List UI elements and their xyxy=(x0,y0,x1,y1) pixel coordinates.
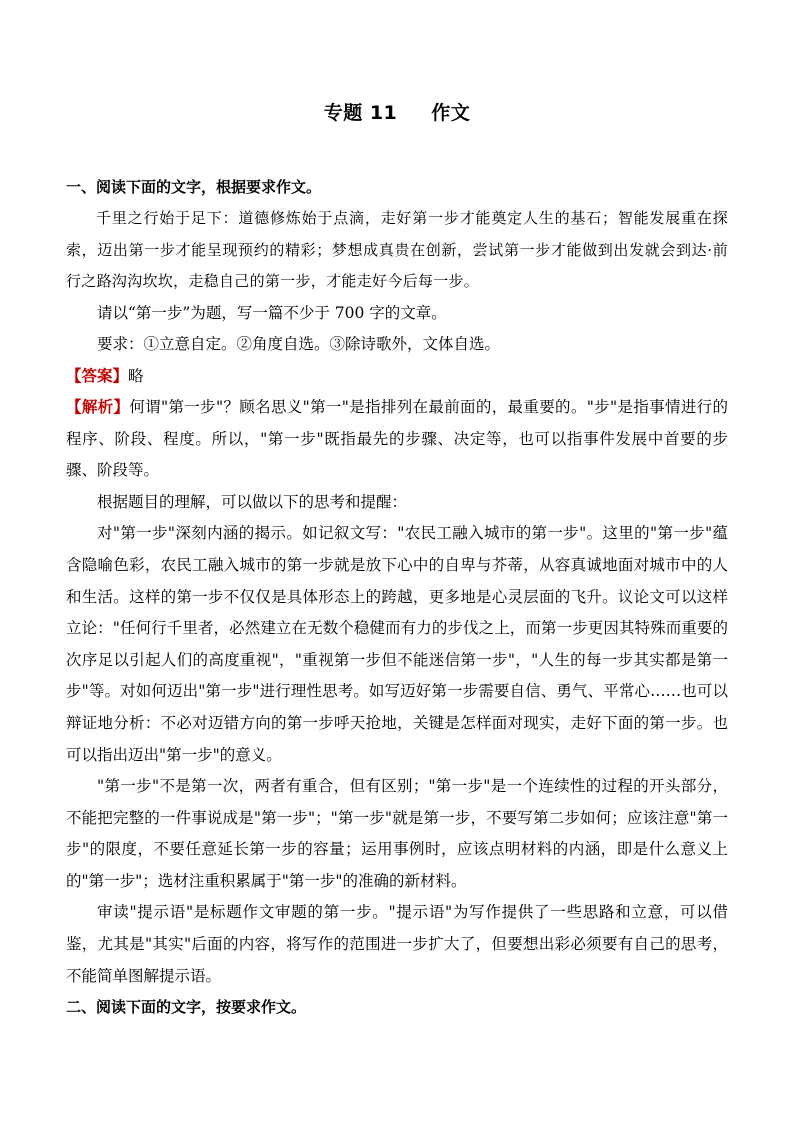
analysis-label: 【解析】 xyxy=(66,397,130,416)
analysis-text-1: 何谓"第一步"？顾名思义"第一"是指排列在最前面的，最重要的。"步"是指事情进行的程序、阶段、程度。所以，"第一步"既指最先的步骤、决定等，也可以指事件发展中首要的步骤、阶段等。 xyxy=(66,397,728,480)
analysis-paragraph-3: 对"第一步"深刻内涵的揭示。如记叙文写："农民工融入城市的第一步"。这里的"第一步"蕴含隐喻色彩，农民工融入城市的第一步就是放下心中的自卑与芥蒂，从容真诚地面对城市中的人和生活。这样的第一步不仅仅是具体形态上的跨越，更多地是心灵层面的飞升。议论文可以这样立论："任何行千里者，必然建立在无数个稳健而有力的步伐之上，而第一步更因其特殊而重要的次序足以引起人们的高度重视"，"重视第一步但不能迷信第一步"，"人生的每一步其实都是第一步"等。对如何迈出"第一步"进行理性思考。如写迈好第一步需要自信、勇气、平常心……也可以辩证地分析：不必对迈错方向的第一步呼天抢地，关键是怎样面对现实，走好下面的第一步。也可以指出迈出"第一步"的意义。 xyxy=(66,524,728,764)
analysis-paragraph-1 xyxy=(66,392,728,487)
analysis-paragraph-5: 审读"提示语"是标题作文审题的第一步。"提示语"为写作提供了一些思路和立意，可以借鉴，尤其是"其实"后面的内容，将写作的范围进一步扩大了，但要想出彩必须要有自己的思考，不能简单图解提示语。 xyxy=(66,903,728,985)
title-number: 11 xyxy=(369,102,398,124)
prompt-material: 千里之行始于足下：道德修炼始于点滴，走好第一步才能奠定人生的基石；智能发展重在探索，迈出第一步才能呈现预约的精彩；梦想成真贵在创新，尝试第一步才能做到出发就会到达·前行之路沟沟坎坎，走稳自己的第一步，才能走好今后每一步。 xyxy=(66,209,728,291)
title-prefix: 专题 xyxy=(323,102,363,124)
section-2-heading: 二、阅读下面的文字，按要求作文。 xyxy=(66,998,307,1017)
answer-text: 略 xyxy=(128,366,144,385)
analysis-paragraph-4: "第一步"不是第一次，两者有重合，但有区别；"第一步"是一个连续性的过程的开头部分，不能把完整的一件事说成是"第一步"；"第一步"就是第一步，不要写第二步如何；应该注意"第一步"的限度，不要任意延长第一步的容量；运用事例时，应该点明材料的内涵，即是什么意义上的"第一步"；选材注重积累属于"第一步"的准确的新材料。 xyxy=(66,777,728,890)
page-title xyxy=(0,98,794,125)
section-1-heading: 一、阅读下面的文字，根据要求作文。 xyxy=(66,178,322,196)
prompt-task: 请以“第一步”为题，写一篇不少于 700 字的文章。 xyxy=(97,303,447,322)
title-main: 作文 xyxy=(431,102,471,124)
answer-line xyxy=(66,361,728,392)
document-body xyxy=(66,172,728,1023)
prompt-requirements: 要求：①立意自定。②角度自选。③除诗歌外，文体自选。 xyxy=(97,335,501,354)
analysis-paragraph-2: 根据题目的理解，可以做以下的思考和提醒： xyxy=(97,492,408,511)
answer-label: 【答案】 xyxy=(66,366,129,385)
